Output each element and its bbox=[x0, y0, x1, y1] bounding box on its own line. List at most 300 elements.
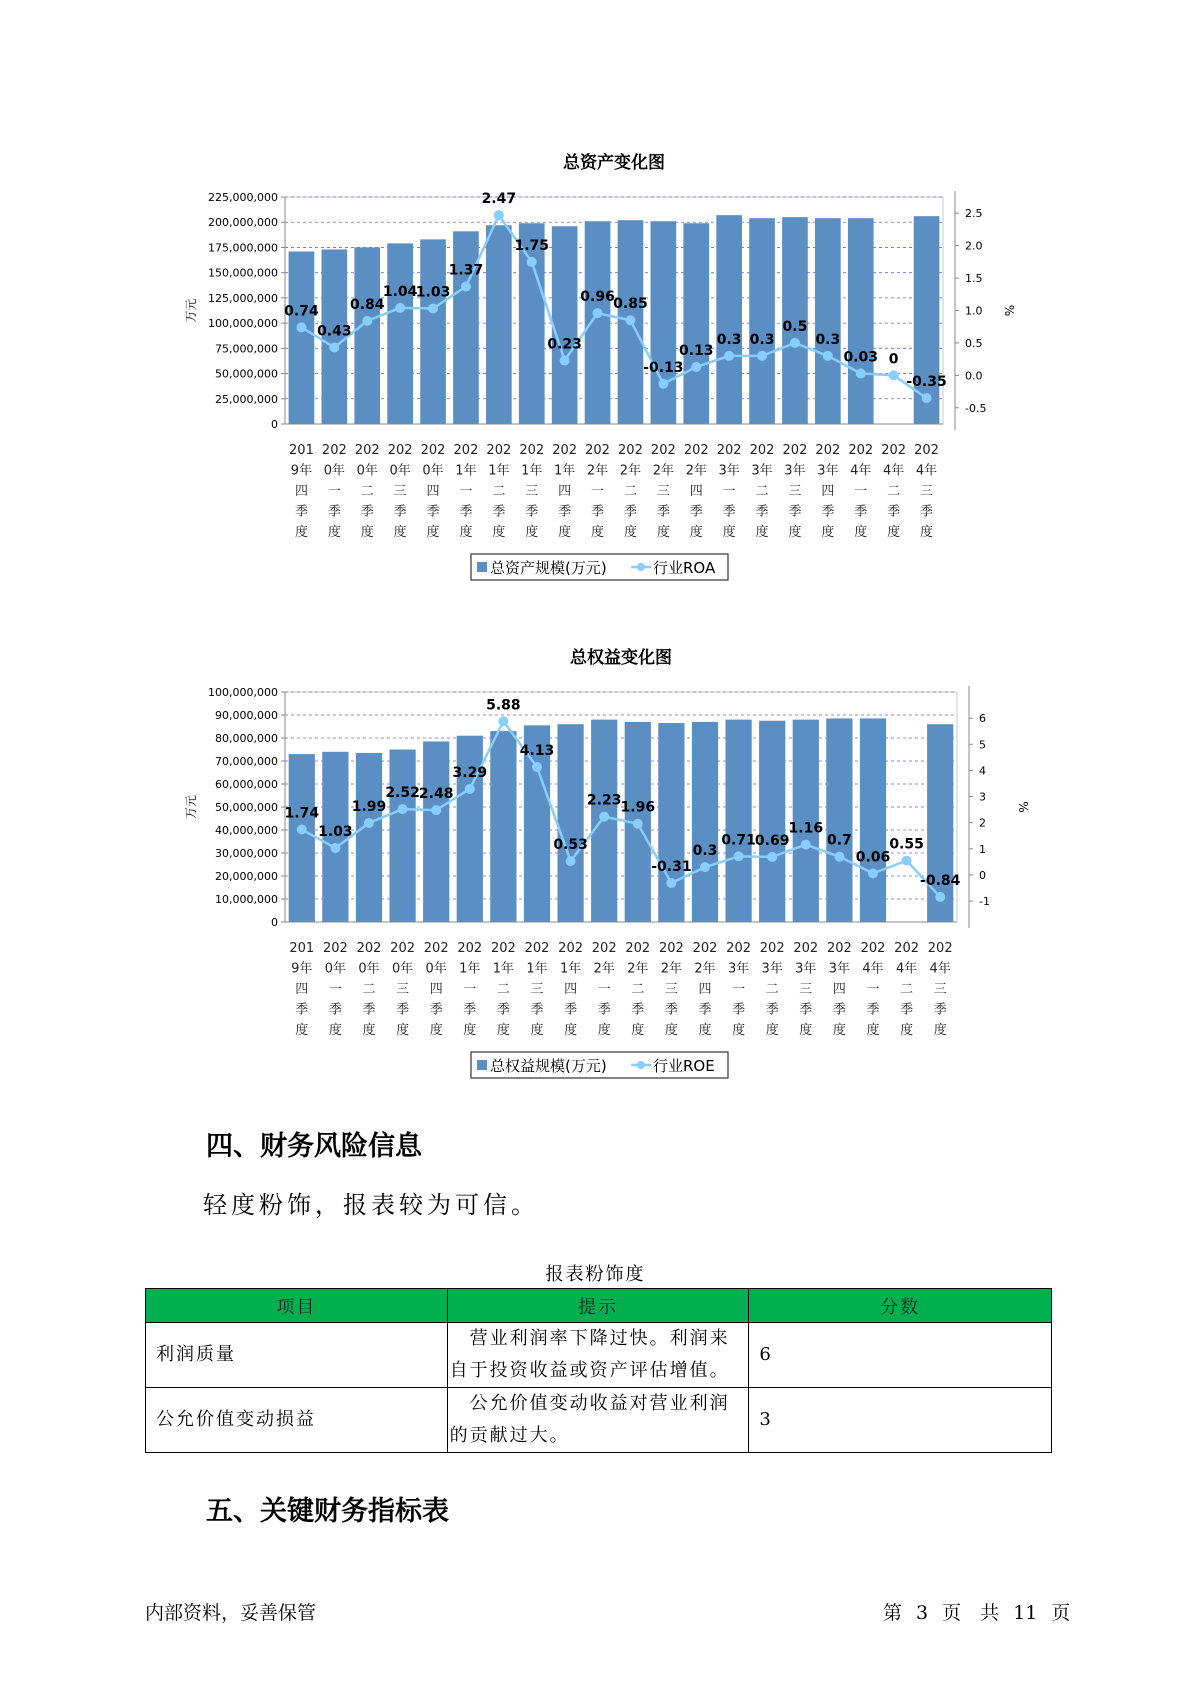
x-tick-label: 季 bbox=[933, 1002, 947, 1018]
bar bbox=[420, 239, 446, 424]
x-tick-label: 2年 bbox=[652, 463, 674, 479]
x-tick-label: 202 bbox=[486, 443, 512, 458]
x-tick-label: 度 bbox=[722, 525, 736, 540]
x-tick-label: 季 bbox=[765, 1002, 779, 1018]
x-tick-label: 季 bbox=[799, 1002, 813, 1018]
right-tick-label: 2.5 bbox=[965, 207, 983, 221]
legend-line-dot bbox=[637, 563, 645, 571]
left-tick-label: 70,000,000 bbox=[215, 755, 278, 768]
x-tick-label: 一 bbox=[463, 982, 477, 997]
bar bbox=[490, 731, 516, 922]
x-tick-label: 季 bbox=[788, 504, 802, 520]
x-tick-label: 202 bbox=[793, 941, 819, 956]
data-label: 0.3 bbox=[716, 331, 742, 348]
x-tick-label: 季 bbox=[459, 504, 473, 520]
row-score: 6 bbox=[749, 1323, 1052, 1388]
line-point bbox=[869, 869, 878, 878]
x-tick-label: 一 bbox=[854, 484, 868, 499]
x-tick-label: 202 bbox=[716, 443, 742, 458]
x-tick-label: 3年 bbox=[727, 961, 750, 977]
x-tick-label: 202 bbox=[457, 941, 483, 956]
x-tick-label: 季 bbox=[558, 504, 572, 520]
x-tick-label: 度 bbox=[525, 525, 539, 540]
bar bbox=[725, 720, 751, 922]
x-tick-label: 季 bbox=[887, 504, 901, 520]
x-tick-label: 202 bbox=[490, 941, 516, 956]
data-label: 0.23 bbox=[547, 336, 582, 353]
x-tick-label: 一 bbox=[597, 982, 611, 997]
x-tick-label: 四 bbox=[429, 982, 443, 997]
left-tick-label: 0 bbox=[271, 418, 278, 431]
x-tick-label: 2年 bbox=[685, 463, 707, 479]
row-item: 公允价值变动损益 bbox=[146, 1388, 448, 1453]
line-point bbox=[527, 257, 536, 266]
x-tick-label: 度 bbox=[832, 1023, 846, 1038]
bar bbox=[387, 243, 413, 424]
data-label: 3.29 bbox=[452, 764, 488, 781]
chart-title: 总权益变化图 bbox=[570, 648, 672, 668]
x-tick-label: 202 bbox=[881, 443, 907, 458]
x-tick-label: 3年 bbox=[718, 463, 740, 479]
x-tick-label: 202 bbox=[618, 443, 643, 458]
data-label: 0.71 bbox=[721, 832, 756, 849]
x-tick-label: 季 bbox=[294, 504, 308, 520]
x-tick-label: 202 bbox=[749, 443, 775, 458]
right-tick-label: 6 bbox=[979, 712, 986, 726]
data-label: 1.03 bbox=[318, 824, 353, 841]
data-label: 0.13 bbox=[678, 342, 714, 359]
left-tick-label: 90,000,000 bbox=[215, 709, 278, 722]
x-tick-label: 度 bbox=[597, 1023, 611, 1038]
x-tick-label: 2年 bbox=[619, 463, 642, 479]
data-label: 0 bbox=[888, 351, 899, 368]
section5-title: 五、关键财务指标表 bbox=[206, 1496, 449, 1527]
x-tick-label: 201 bbox=[289, 443, 314, 458]
x-tick-label: 四 bbox=[294, 484, 308, 499]
x-tick-label: 一 bbox=[722, 484, 736, 499]
line-point bbox=[626, 316, 635, 325]
data-label: 0.3 bbox=[749, 331, 775, 348]
x-tick-label: 202 bbox=[848, 443, 874, 458]
right-tick-label: 0.5 bbox=[965, 336, 983, 350]
x-tick-label: 季 bbox=[426, 504, 440, 520]
x-tick-label: 度 bbox=[362, 1023, 376, 1038]
x-tick-label: 季 bbox=[463, 1002, 477, 1018]
x-tick-label: 度 bbox=[295, 1023, 309, 1038]
legend-line-dot bbox=[637, 1061, 645, 1069]
right-tick-label: 4 bbox=[979, 764, 986, 778]
bar bbox=[860, 718, 886, 922]
risk-summary: 轻度粉饰，报表较为可信。 bbox=[203, 1191, 539, 1219]
legend-line-label: 行业ROE bbox=[653, 1057, 715, 1075]
x-tick-label: 度 bbox=[656, 525, 670, 540]
x-tick-label: 3年 bbox=[751, 463, 773, 479]
line-point bbox=[701, 863, 710, 872]
data-label: 0.85 bbox=[613, 296, 648, 313]
x-tick-label: 202 bbox=[585, 443, 610, 458]
bar bbox=[423, 741, 449, 922]
chart-title: 总资产变化图 bbox=[563, 153, 665, 173]
line-point bbox=[835, 852, 844, 861]
line-point bbox=[432, 806, 441, 815]
left-tick-label: 50,000,000 bbox=[215, 801, 278, 814]
x-tick-label: 202 bbox=[927, 941, 953, 956]
table-header-row bbox=[146, 1289, 1052, 1323]
bar bbox=[557, 724, 583, 922]
section4-title: 四、财务风险信息 bbox=[206, 1131, 422, 1162]
x-tick-label: 三 bbox=[396, 982, 410, 997]
legend-bar-swatch bbox=[477, 1060, 487, 1070]
right-tick-label: -0.5 bbox=[965, 401, 987, 415]
x-tick-label: 四 bbox=[558, 484, 572, 499]
x-tick-label: 3年 bbox=[817, 463, 839, 479]
bar bbox=[289, 251, 315, 424]
x-tick-label: 度 bbox=[530, 1023, 544, 1038]
x-tick-label: 度 bbox=[866, 1023, 880, 1038]
line-point bbox=[331, 844, 340, 853]
right-tick-label: 5 bbox=[979, 738, 986, 752]
legend-bar-label: 总资产规模(万元) bbox=[490, 559, 607, 577]
x-tick-label: 1年 bbox=[521, 463, 543, 479]
right-tick-label: -1 bbox=[979, 895, 990, 909]
left-tick-label: 25,000,000 bbox=[215, 392, 278, 406]
x-tick-label: 度 bbox=[492, 525, 506, 540]
bar bbox=[815, 218, 841, 424]
x-tick-label: 202 bbox=[894, 941, 920, 956]
x-tick-label: 二 bbox=[360, 484, 374, 499]
x-tick-label: 202 bbox=[683, 443, 709, 458]
x-tick-label: 季 bbox=[328, 1002, 342, 1018]
line-point bbox=[396, 303, 405, 312]
data-label: 2.52 bbox=[385, 785, 420, 802]
x-tick-label: 二 bbox=[496, 982, 510, 997]
data-label: 0.96 bbox=[580, 289, 615, 306]
x-tick-label: 季 bbox=[900, 1002, 914, 1018]
x-tick-label: 202 bbox=[387, 443, 413, 458]
bar bbox=[457, 736, 483, 922]
line-point bbox=[758, 351, 767, 360]
data-label: 2.47 bbox=[481, 191, 517, 208]
bar bbox=[683, 223, 709, 424]
x-tick-label: 202 bbox=[826, 941, 852, 956]
line-point bbox=[725, 351, 734, 360]
x-tick-label: 202 bbox=[782, 443, 808, 458]
x-tick-label: 度 bbox=[294, 525, 308, 540]
x-tick-label: 度 bbox=[920, 525, 934, 540]
x-tick-label: 0年 bbox=[323, 463, 345, 479]
data-label: 0.69 bbox=[754, 832, 790, 849]
table-row bbox=[146, 1323, 1052, 1388]
x-tick-label: 季 bbox=[396, 1002, 410, 1018]
left-tick-label: 50,000,000 bbox=[215, 367, 278, 381]
bar bbox=[552, 226, 578, 424]
x-tick-label: 季 bbox=[689, 504, 703, 520]
x-tick-label: 二 bbox=[887, 484, 901, 499]
x-tick-label: 季 bbox=[656, 504, 670, 520]
x-tick-label: 度 bbox=[689, 525, 703, 540]
data-label: 0.7 bbox=[826, 832, 852, 849]
x-tick-label: 三 bbox=[799, 982, 813, 997]
left-axis-label: 万元 bbox=[184, 298, 198, 323]
x-tick-label: 度 bbox=[459, 525, 473, 540]
data-label: -0.84 bbox=[920, 872, 961, 889]
line-point bbox=[365, 818, 374, 827]
x-tick-label: 三 bbox=[656, 484, 670, 499]
x-tick-label: 一 bbox=[327, 484, 341, 499]
x-tick-label: 季 bbox=[920, 504, 934, 520]
x-tick-label: 二 bbox=[755, 484, 769, 499]
line-point bbox=[692, 362, 701, 371]
bar bbox=[848, 218, 874, 424]
data-label: 0.3 bbox=[815, 331, 841, 348]
line-point bbox=[494, 211, 503, 220]
x-tick-label: 度 bbox=[327, 525, 341, 540]
footer-page-number: 第 3 页 共 11 页 bbox=[883, 1602, 1071, 1624]
x-tick-label: 季 bbox=[564, 1002, 578, 1018]
bar bbox=[356, 753, 382, 922]
line-point bbox=[600, 812, 609, 821]
bar bbox=[585, 221, 611, 424]
left-tick-label: 100,000,000 bbox=[208, 317, 278, 331]
right-tick-label: 0 bbox=[979, 868, 986, 882]
x-tick-label: 四 bbox=[821, 484, 835, 499]
x-tick-label: 一 bbox=[328, 982, 342, 997]
equity-chart-svg bbox=[0, 640, 1191, 1100]
line-point bbox=[936, 892, 945, 901]
left-tick-label: 60,000,000 bbox=[215, 778, 278, 791]
legend-line-label: 行业ROA bbox=[653, 559, 716, 577]
x-tick-label: 季 bbox=[393, 504, 407, 520]
right-axis-label: % bbox=[1002, 304, 1016, 317]
x-tick-label: 度 bbox=[698, 1023, 712, 1038]
line-point bbox=[297, 323, 306, 332]
right-tick-label: 3 bbox=[979, 790, 986, 804]
x-tick-label: 202 bbox=[356, 941, 382, 956]
x-tick-label: 度 bbox=[732, 1023, 746, 1038]
data-label: 0.74 bbox=[284, 303, 319, 320]
x-tick-label: 季 bbox=[525, 504, 539, 520]
x-tick-label: 二 bbox=[362, 982, 376, 997]
data-label: 1.96 bbox=[620, 799, 656, 816]
left-tick-label: 125,000,000 bbox=[208, 291, 278, 305]
x-tick-label: 3年 bbox=[761, 961, 783, 977]
x-tick-label: 三 bbox=[933, 982, 947, 997]
assets-chart bbox=[0, 140, 1191, 600]
x-tick-label: 季 bbox=[360, 504, 374, 520]
x-tick-label: 202 bbox=[914, 443, 939, 458]
x-tick-label: 度 bbox=[496, 1023, 510, 1038]
x-tick-label: 4年 bbox=[883, 463, 905, 479]
data-label: 0.84 bbox=[349, 296, 385, 313]
line-point bbox=[889, 371, 898, 380]
x-tick-label: 季 bbox=[623, 504, 637, 520]
x-tick-label: 四 bbox=[698, 982, 712, 997]
right-tick-label: 1.5 bbox=[965, 272, 983, 286]
data-label: 0.43 bbox=[317, 323, 352, 340]
bar bbox=[354, 247, 380, 424]
x-tick-label: 季 bbox=[732, 1002, 746, 1018]
x-tick-label: 一 bbox=[732, 982, 746, 997]
x-tick-label: 1年 bbox=[492, 961, 515, 977]
line-point bbox=[465, 784, 474, 793]
x-tick-label: 度 bbox=[396, 1023, 410, 1038]
x-tick-label: 三 bbox=[525, 484, 539, 499]
x-tick-label: 3年 bbox=[828, 961, 851, 977]
data-label: 1.75 bbox=[514, 237, 550, 254]
data-label: 1.03 bbox=[415, 284, 451, 301]
row-score: 3 bbox=[749, 1388, 1052, 1453]
x-tick-label: 202 bbox=[860, 941, 886, 956]
assets-chart-svg bbox=[0, 140, 1191, 600]
x-tick-label: 1年 bbox=[459, 961, 481, 977]
x-tick-label: 0年 bbox=[389, 463, 411, 479]
x-tick-label: 0年 bbox=[324, 961, 347, 977]
x-tick-label: 三 bbox=[664, 982, 678, 997]
x-tick-label: 度 bbox=[463, 1023, 477, 1038]
x-tick-label: 202 bbox=[591, 941, 617, 956]
x-tick-label: 季 bbox=[698, 1002, 712, 1018]
x-tick-label: 三 bbox=[530, 982, 544, 997]
bar bbox=[658, 723, 684, 922]
legend-bar-label: 总权益规模(万元) bbox=[490, 1057, 607, 1075]
x-tick-label: 度 bbox=[591, 525, 605, 540]
x-tick-label: 一 bbox=[591, 484, 605, 499]
x-tick-label: 季 bbox=[821, 504, 835, 520]
x-tick-label: 季 bbox=[591, 504, 605, 520]
x-tick-label: 一 bbox=[459, 484, 473, 499]
line-point bbox=[633, 819, 642, 828]
x-tick-label: 度 bbox=[426, 525, 440, 540]
data-label: 1.99 bbox=[351, 798, 387, 815]
left-tick-label: 10,000,000 bbox=[215, 893, 278, 906]
x-tick-label: 四 bbox=[295, 982, 309, 997]
x-tick-label: 4年 bbox=[895, 961, 918, 977]
x-tick-label: 度 bbox=[933, 1023, 947, 1038]
x-tick-label: 202 bbox=[815, 443, 841, 458]
legend-bar-swatch bbox=[477, 562, 487, 572]
line-point bbox=[768, 852, 777, 861]
x-tick-label: 4年 bbox=[929, 961, 951, 977]
left-axis-label: 万元 bbox=[184, 794, 198, 820]
line-point bbox=[398, 805, 407, 814]
x-tick-label: 202 bbox=[726, 941, 752, 956]
left-tick-label: 40,000,000 bbox=[215, 824, 278, 837]
line-point bbox=[667, 879, 676, 888]
line-point bbox=[922, 394, 931, 403]
x-tick-label: 度 bbox=[393, 525, 407, 540]
bar bbox=[289, 754, 315, 922]
x-tick-label: 度 bbox=[854, 525, 868, 540]
table-row bbox=[146, 1388, 1052, 1453]
x-tick-label: 季 bbox=[362, 1002, 376, 1018]
right-tick-label: 2 bbox=[979, 816, 986, 830]
row-hint: 营业利润率下降过快。利润来自于投资收益或资产评估增值。 bbox=[447, 1323, 749, 1388]
data-label: -0.35 bbox=[906, 374, 947, 391]
x-tick-label: 9年 bbox=[290, 463, 313, 479]
data-label: 0.53 bbox=[553, 837, 588, 854]
x-tick-label: 202 bbox=[558, 941, 584, 956]
left-tick-label: 150,000,000 bbox=[208, 266, 278, 280]
x-tick-label: 三 bbox=[393, 484, 407, 499]
x-tick-label: 三 bbox=[920, 484, 934, 499]
bar bbox=[716, 215, 742, 424]
x-tick-label: 度 bbox=[558, 525, 572, 540]
left-tick-label: 225,000,000 bbox=[208, 191, 278, 204]
x-tick-label: 202 bbox=[354, 443, 380, 458]
x-tick-label: 度 bbox=[788, 525, 802, 540]
x-tick-label: 202 bbox=[322, 941, 348, 956]
left-tick-label: 75,000,000 bbox=[215, 342, 278, 356]
x-tick-label: 季 bbox=[832, 1002, 846, 1018]
data-label: 2.48 bbox=[418, 786, 454, 803]
x-tick-label: 季 bbox=[492, 504, 506, 520]
x-tick-label: 季 bbox=[631, 1002, 645, 1018]
footer-confidential: 内部资料，妥善保管 bbox=[145, 1602, 317, 1624]
left-tick-label: 20,000,000 bbox=[215, 870, 278, 883]
table-caption: 报表粉饰度 bbox=[545, 1264, 646, 1285]
x-tick-label: 度 bbox=[821, 525, 835, 540]
x-tick-label: 度 bbox=[887, 525, 901, 540]
left-tick-label: 30,000,000 bbox=[215, 847, 278, 860]
right-tick-label: 2.0 bbox=[965, 239, 983, 253]
data-label: 0.55 bbox=[889, 836, 924, 853]
x-tick-label: 202 bbox=[321, 443, 347, 458]
x-tick-label: 0年 bbox=[391, 961, 414, 977]
x-tick-label: 二 bbox=[900, 982, 914, 997]
data-label: 2.23 bbox=[586, 792, 622, 809]
x-tick-label: 1年 bbox=[488, 463, 510, 479]
left-tick-label: 100,000,000 bbox=[208, 686, 278, 699]
data-label: 1.74 bbox=[284, 805, 320, 822]
bar bbox=[651, 221, 677, 424]
line-point bbox=[461, 282, 470, 291]
data-label: 0.5 bbox=[782, 318, 808, 335]
line-point bbox=[363, 316, 372, 325]
x-tick-label: 四 bbox=[832, 982, 846, 997]
data-label: -0.31 bbox=[651, 859, 692, 876]
line-point bbox=[330, 343, 339, 352]
x-tick-label: 季 bbox=[530, 1002, 544, 1018]
line-point bbox=[499, 717, 508, 726]
data-label: 1.16 bbox=[788, 820, 824, 837]
x-tick-label: 四 bbox=[426, 484, 440, 499]
x-tick-label: 202 bbox=[453, 443, 479, 458]
x-tick-label: 度 bbox=[564, 1023, 578, 1038]
x-tick-label: 9年 bbox=[291, 961, 313, 977]
line-point bbox=[566, 857, 575, 866]
header-score: 分数 bbox=[749, 1289, 1052, 1323]
whitewash-table bbox=[145, 1288, 1052, 1453]
x-tick-label: 1年 bbox=[559, 961, 582, 977]
x-tick-label: 202 bbox=[390, 941, 416, 956]
right-axis-label: % bbox=[1016, 801, 1030, 813]
x-tick-label: 4年 bbox=[862, 961, 884, 977]
bar bbox=[692, 722, 718, 922]
x-tick-label: 202 bbox=[524, 941, 550, 956]
x-tick-label: 季 bbox=[854, 504, 868, 520]
equity-chart bbox=[0, 640, 1191, 1100]
data-label: 4.13 bbox=[519, 743, 555, 760]
x-tick-label: 四 bbox=[689, 484, 703, 499]
bar bbox=[453, 231, 479, 424]
x-tick-label: 202 bbox=[552, 443, 578, 458]
x-tick-label: 三 bbox=[788, 484, 802, 499]
x-tick-label: 2年 bbox=[586, 463, 609, 479]
header-item: 项目 bbox=[146, 1289, 448, 1323]
x-tick-label: 202 bbox=[692, 941, 718, 956]
x-tick-label: 202 bbox=[625, 941, 651, 956]
row-hint: 公允价值变动收益对营业利润的贡献过大。 bbox=[447, 1388, 749, 1453]
